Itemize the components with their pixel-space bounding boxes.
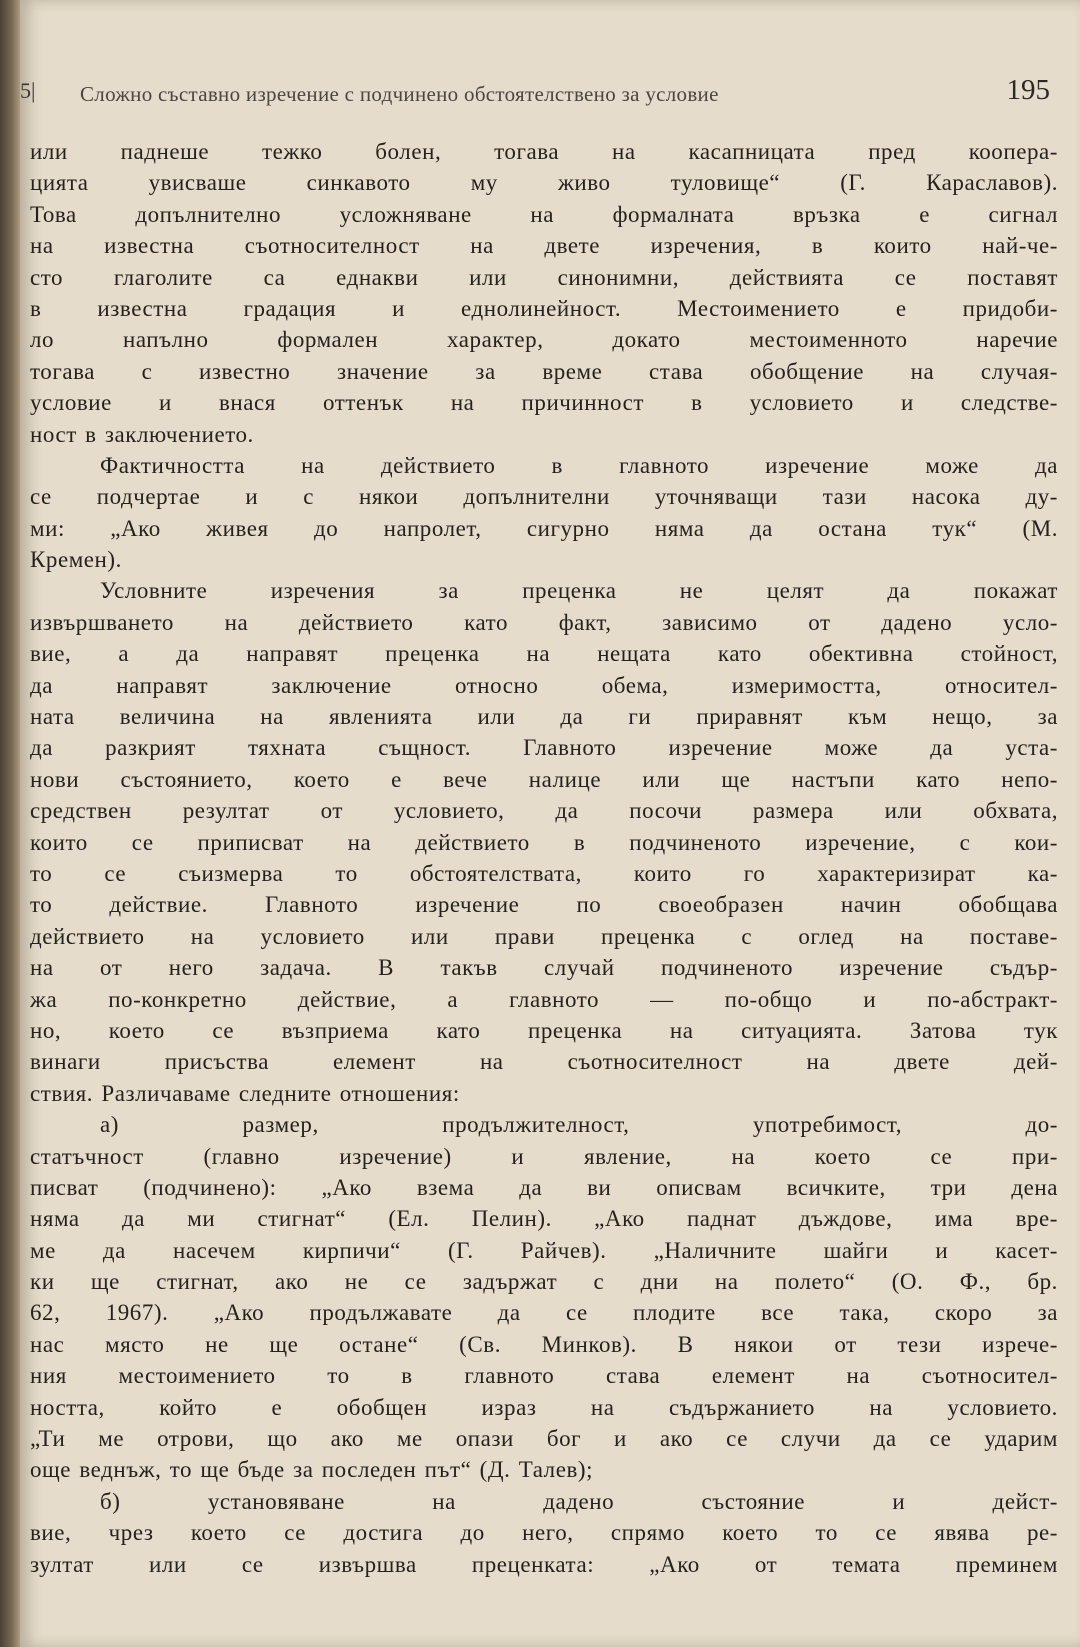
- text-line-39: нас място не ще остане“ (Св. Минков). В някои от тези изрече-: [30, 1331, 1058, 1357]
- text-line-5: сто глаголите са еднакви или синонимни, действията се поставят: [30, 264, 1058, 290]
- text-line-19: ната величина на явленията или да ги приравнят към нещо, за: [30, 704, 1058, 730]
- text-line-27: на от него задача. В такъв случай подчиненото изречение съдър-: [30, 955, 1058, 981]
- text-line-43: още веднъж, то ще бъде за последен път“ (Д. Талев);: [30, 1457, 594, 1483]
- text-line-26: действието на условието или прави преценка с оглед на поставе-: [30, 923, 1058, 949]
- text-line-12: се подчертае и с някои допълнителни уточняващи тази насока ду-: [30, 484, 1058, 510]
- text-line-9: условие и внася оттенък на причинност в условието и следстве-: [30, 390, 1058, 416]
- page-number: 195: [1006, 74, 1050, 106]
- book-page: [20, 0, 1080, 1647]
- text-line-7: ло напълно формален характер, докато местоименното наречие: [30, 327, 1058, 353]
- text-line-23: които се приписват на действието в подчиненото изречение, с кои-: [30, 829, 1058, 855]
- text-line-32: а) размер, продължителност, употребимост, до-: [100, 1112, 1058, 1138]
- text-line-14: Кремен).: [30, 547, 122, 573]
- text-line-1: или паднеше тежко болен, тогава на касапницата пред коопера-: [30, 139, 1058, 164]
- section-mark: 5|: [20, 78, 36, 103]
- text-line-31: ствия. Различаваме следните отношения:: [30, 1080, 460, 1106]
- body-text: [30, 136, 1058, 1580]
- text-line-20: да разкрият тяхната същност. Главното изречение може да уста-: [30, 735, 1058, 761]
- text-line-16: извършването на действието като факт, зависимо от дадено усло-: [30, 609, 1058, 635]
- text-line-42: „Ти ме отрови, що ако ме опази бог и ако се случи да се ударим: [30, 1426, 1058, 1452]
- text-line-29: но, което се възприема като преценка на ситуацията. Затова тук: [30, 1017, 1058, 1043]
- text-line-22: средствен резултат от условието, да посочи размера или обхвата,: [30, 798, 1058, 824]
- text-line-36: ме да насечем кирпичи“ (Г. Райчев). „Наличните шайги и касет-: [30, 1237, 1058, 1263]
- text-line-2: цията увисваше синкавото му живо туловище“ (Г. Караславов).: [30, 170, 1058, 196]
- text-line-45: вие, чрез което се достига до него, спрямо което то се явява ре-: [30, 1520, 1058, 1546]
- text-line-3: Това допълнително усложняване на формалната връзка е сигнал: [30, 201, 1058, 227]
- text-line-44: б) установяване на дадено състояние и дейст-: [100, 1488, 1058, 1514]
- text-line-28: жа по-конкретно действие, а главното — по-общо и по-абстракт-: [30, 986, 1058, 1012]
- text-line-6: в известна градация и еднолинейност. Местоимението е придоби-: [30, 295, 1058, 321]
- text-line-8: тогава с известно значение за време става обобщение на случая-: [30, 358, 1058, 384]
- running-title: Сложно съставно изречение с подчинено обстоятелствено за условие: [80, 82, 719, 106]
- text-line-13: ми: „Ако живея до напролет, сигурно няма да остана тук“ (М.: [30, 515, 1058, 541]
- text-line-30: винаги присъства елемент на съотносителност на двете дей-: [30, 1049, 1058, 1075]
- text-line-15: Условните изречения за преценка не целят да покажат: [100, 578, 1058, 604]
- text-line-34: писват (подчинено): „Ако взема да ви описвам всичките, три дена: [30, 1174, 1058, 1200]
- text-line-4: на известна съотносителност на двете изречения, в които най-че-: [30, 233, 1058, 259]
- text-line-10: ност в заключението.: [30, 421, 254, 447]
- text-line-17: вие, а да направят преценка на нещата като обективна стойност,: [30, 641, 1058, 667]
- text-line-35: няма да ми стигнат“ (Ел. Пелин). „Ако паднат дъждове, има вре-: [30, 1206, 1058, 1232]
- text-line-24: то се съизмерва то обстоятелствата, които го характеризират ка-: [30, 860, 1058, 886]
- text-line-11: Фактичността на действието в главното изречение може да: [100, 452, 1058, 478]
- running-header: [20, 74, 1060, 114]
- text-line-37: ки ще стигнат, ако не се задържат с дни на полето“ (О. Ф., бр.: [30, 1269, 1058, 1295]
- text-line-41: ността, който е обобщен израз на съдържанието на условието.: [30, 1394, 1058, 1420]
- text-line-46: зултат или се извършва преценката: „Ако от темата преминем: [30, 1551, 1058, 1577]
- text-line-33: статъчност (главно изречение) и явление, на което се при-: [30, 1143, 1058, 1169]
- text-line-21: нови състоянието, което е вече налице или ще настъпи като непо-: [30, 766, 1058, 792]
- text-line-38: 62, 1967). „Ако продължавате да се плодите все така, скоро за: [30, 1300, 1058, 1326]
- text-line-25: то действие. Главното изречение по своеобразен начин обобщава: [30, 892, 1058, 918]
- book-spine-shadow: [0, 0, 22, 1647]
- text-line-18: да направят заключение относно обема, измеримостта, относител-: [30, 672, 1058, 698]
- text-line-40: ния местоимението то в главното става елемент на съотносител-: [30, 1363, 1058, 1389]
